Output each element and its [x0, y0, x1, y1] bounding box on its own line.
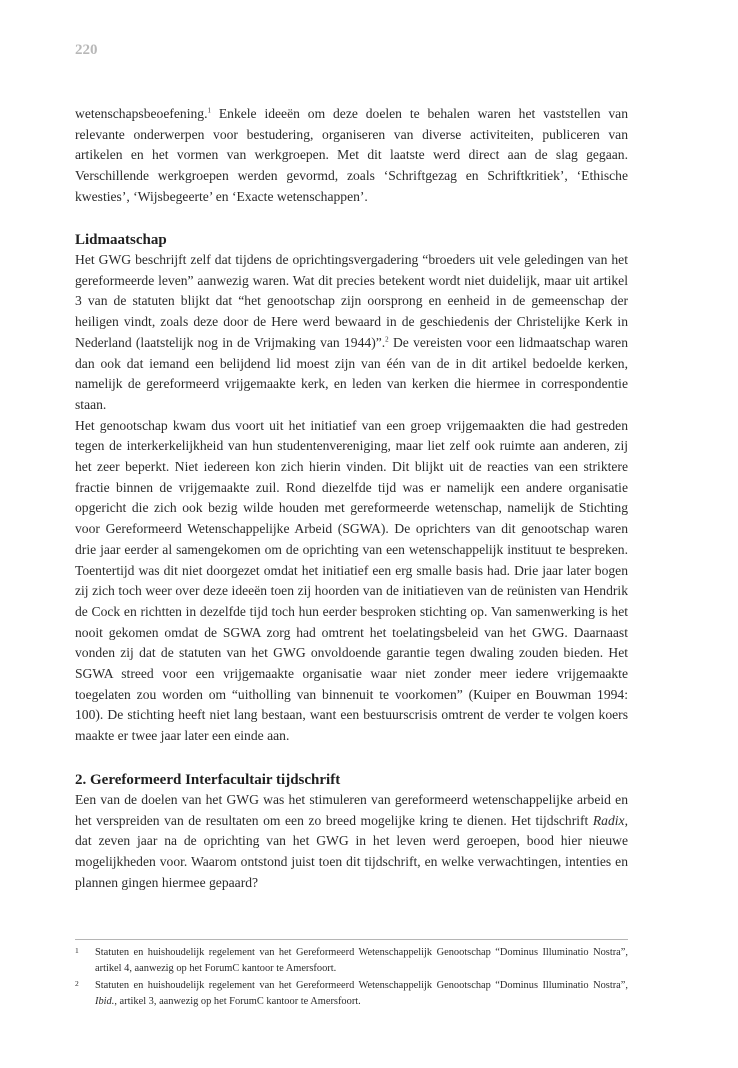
lidmaatschap-p1-part1: Het GWG beschrijft zelf dat tijdens de oprichtingsvergadering “broeders uit vele geledingen van het gereformeerde leven” aanwezig waren. Wat dit precies betekent wordt niet duidelijk, maar uit artikel 3 van de statuten blijkt dat “het genootschap zijn oorsprong en eenheid in de gemeenschap der heiligen vindt, zoals deze door de Here werd bewaard in de geschiedenis der Christelijke Kerk in Nederland (laatstelijk nog in de Vrijmaking van 1944)”. [75, 252, 628, 350]
page-number: 220 [75, 42, 98, 58]
lidmaatschap-paragraph-2: Het genootschap kwam dus voort uit het initiatief van een groep vrijgemaakten die had gestreden tegen de interkerkelijkheid van hun studentenvereniging, maar liet zelf ook ruimte aan anderen, zij het zeer beperkt. Niet iedereen kon zich hierin vinden. Dit blijkt uit de reacties van een striktere fractie binnen de vrijgemaakte zuil. Rond diezelfde tijd was er namelijk een andere organisatie opgericht die zich ook bezig wilde houden met gereformeerde wetenschap, namelijk de Stichting voor Gereformeerd Wetenschappelijke Arbeid (SGWA). De oprichters van dit genootschap waren drie jaar eerder al samengekomen om de oprichting van een wetenschappelijk instituut te bespreken. Toentertijd was dit niet doorgezet omdat het initiatief een erg smalle basis had. Drie jaar later bogen zij zich toch weer over deze ideeën toen zij hoorden van de initiatieven van de reünisten van Hendrik de Cock en richtten in dezelfde tijd toch hun eerder besproken stichting op. Van samenwerking is het nooit gekomen omdat de SGWA zorg had omtrent het toelatingsbeleid van het GWG. Daarnaast vonden zij dat de statuten van het GWG onvoldoende garantie tegen dwaling zouden bieden. Het SGWA streed voor een vrijgemaakte organisatie waar niet zonder meer iedere vrijgemaakte toegelaten zou worden om “uitholling van binnenuit te voorkomen” (Kuiper en Bouwman 1994: 100). De stichting heeft niet lang bestaan, want een bestuurscrisis omtrent de verder te volgen koers maakte er twee jaar later een einde aan. [75, 417, 628, 744]
section-2-text-part1: Een van de doelen van het GWG was het stimuleren van gereformeerd wetenschappelijke arbeid en het verspreiden van de resultaten om een zo breed mogelijke kring te dienen. Het tijdschrift [75, 792, 628, 828]
journal-title-radix: Radix [592, 812, 625, 828]
footnote-number: 2 [75, 979, 79, 988]
footnote-2 [75, 978, 628, 1009]
lidmaatschap-section [75, 230, 628, 747]
footnote-text-part1: Statuten en huishoudelijk regelement van het Gereformeerd Wetenschappelijk Genootschap “Dominus Illuminatio Nostra”, [95, 980, 628, 991]
footnote-1 [75, 945, 628, 976]
section-2-paragraph [75, 790, 628, 894]
footnotes [75, 939, 628, 1011]
intro-section [75, 104, 628, 208]
section-heading-lidmaatschap: Lidmaatschap [75, 232, 167, 248]
lidmaatschap-paragraph-1 [75, 250, 628, 416]
lidmaatschap-p1-part2: De vereisten voor een lidmaatschap waren dan ook dat iemand een belijdend lid moest zijn van één van de in dit artikel bedoelde kerken, namelijk de gereformeerd vrijgemaakte kerk, en leden van kerken die hiermee in correspondentie staan. [75, 334, 628, 412]
section-heading-2: 2. Gereformeerd Interfacultair tijdschrift [75, 772, 341, 788]
footnote-ref-1[interactable]: 1 [207, 106, 211, 115]
section-2-text-part2: , dat zeven jaar na de oprichting van het GWG in het leven werd geroepen, bood hier nieuwe mogelijkheden voor. Waarom ontstond juist toen dit tijdschrift, en welke verwachtingen, intenties en plannen gingen hiermee gepaard? [75, 812, 628, 890]
intro-text-part2: Enkele ideeën om deze doelen te behalen waren het vaststellen van relevante onderwerpen voor bestudering, organiseren van diverse activiteiten, publiceren van artikelen en het vormen van werkgroepen. Met dit laatste werd direct aan de slag gegaan. Verschillende werkgroepen werden gevormd, zoals ‘Schriftgezag en Schriftkritiek’, ‘Ethische kwesties’, ‘Wijsbegeerte’ en ‘Exacte wetenschappen’. [75, 106, 628, 204]
footnote-text: Statuten en huishoudelijk regelement van het Gereformeerd Wetenschappelijk Genootschap “Dominus Illuminatio Nostra”, artikel 4, aanwezig op het ForumC kantoor te Amersfoort. [95, 947, 628, 974]
intro-text-part1: wetenschapsbeoefening. [75, 106, 208, 121]
intro-paragraph [75, 104, 628, 208]
section-2 [75, 770, 628, 894]
footnote-ibid: Ibid. [95, 995, 115, 1007]
footnote-text-part2: , artikel 3, aanwezig op het ForumC kantoor te Amersfoort. [114, 995, 361, 1007]
footnote-ref-2[interactable]: 2 [385, 335, 389, 344]
footnote-number: 1 [75, 946, 79, 955]
